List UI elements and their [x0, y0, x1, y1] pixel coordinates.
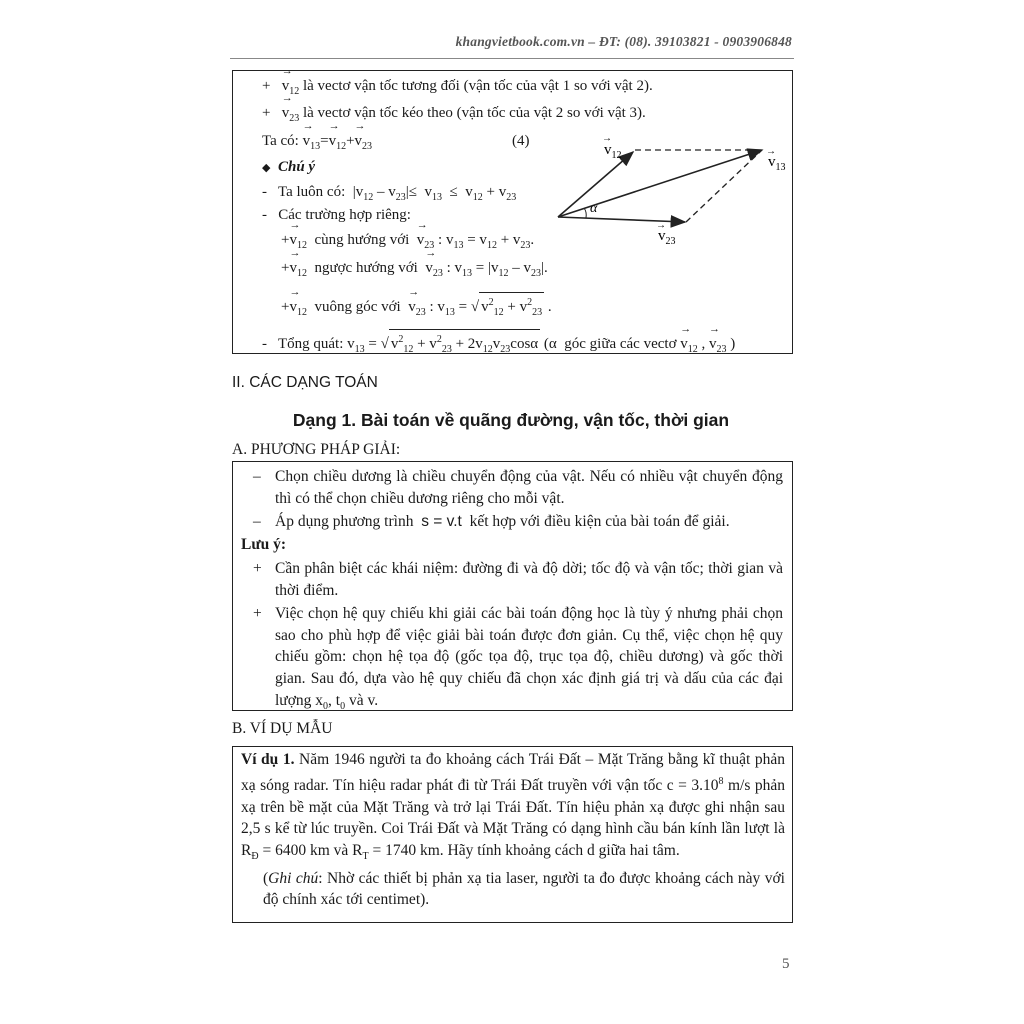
theory-case-perpendicular: +→ $v_{12}$ vuông góc với → $v_{23}$ : $v_{13}$ = √ $v^2_{12} + v^2_{23}$ .	[281, 292, 552, 323]
bullet: +	[253, 560, 262, 577]
diagram-label-alpha: α	[590, 201, 598, 216]
arrow-mark-v13: →	[766, 146, 776, 157]
vector-symbol: → v	[282, 103, 290, 123]
diagram-label-v13: $v_{13}$	[768, 154, 786, 173]
line-text: là vectơ vận tốc kéo theo (vận tốc của vật 2 so với vật 3).	[302, 105, 646, 121]
bullet: –	[253, 468, 261, 485]
theory-line-inequality: - Ta luôn có: $|v_{12} - v_{23}|\le v_{13} \le v_{12} + v_{23}$	[262, 184, 517, 203]
theory-line-v23	[262, 103, 646, 129]
line-text: Ta luôn có:	[277, 184, 346, 200]
example-text: m/s phản xạ trên bề mặt của Mặt Trăng và trở lại Trái Đất. Tín hiệu phản xạ được ghi nhận sau 2,5 s kể từ lúc truyền. Coi Trái Đất và Mặt Trăng có dạng hình cầu bán kính lần lượt là R	[241, 776, 785, 859]
note-label: Ghi chú	[268, 869, 319, 887]
bullet: –	[253, 513, 261, 530]
example-text: Năm 1946 người ta đo khoảng cách Trái Đất – Mặt Trăng bằng kĩ thuật phản xạ sóng radar. Tín hiệu radar phát đi từ Trái Đất truyền với vận tốc c = 3.10	[241, 751, 785, 794]
line-text: Tổng quát:	[277, 336, 344, 352]
line-prefix: Ta có:	[262, 133, 299, 149]
item-text	[275, 511, 783, 533]
item-post: kết hợp với điều kiện của bài toán để giải.	[469, 513, 730, 530]
method-item-2	[253, 511, 783, 533]
item-text: Cần phân biệt các khái niệm: đường đi và độ dời; tốc độ và vận tốc; thời gian và thời điểm.	[275, 560, 783, 599]
example-1: Ví dụ 1. Năm 1946 người ta đo khoảng cách Trái Đất – Mặt Trăng bằng kĩ thuật phản xạ sóng radar. Tín hiệu radar phát đi từ Trái Đất truyền với vận tốc $c = 3.10^8$ m/s phản xạ trên bề mặt của Mặt Trăng và trở lại Trái Đất. Tín hiệu phản xạ được ghi nhận sau 2,5 s kể từ lúc truyền. Coi Trái Đất và Mặt Trăng có dạng hình cầu bán kính lần lượt là $R_Đ = 6400$ km và $R_T = 1740$ km. Hãy tính khoảng cách d giữa hai tâm. (Ghi chú: Nhờ các thiết bị phản xạ tia laser, người ta đo được khoảng cách này với độ chính xác tới centimet).	[241, 749, 785, 911]
page-number: 5	[782, 956, 790, 972]
diagram-label-v12: $v_{12}$	[604, 142, 622, 161]
subscript: 12	[289, 86, 300, 97]
line-text: là vectơ vận tốc tương đối (vận tốc của vật 1 so với vật 2).	[302, 78, 653, 94]
theory-line-v12	[262, 76, 653, 102]
line-text: Các trường hợp riêng:	[278, 207, 411, 223]
header-rule	[230, 58, 794, 59]
theory-line-equation: Ta có: → $v_{13}=\to v_{12}+\to v_{23}$	[262, 131, 372, 157]
bullet: +	[262, 78, 271, 94]
method-heading: A. PHƯƠNG PHÁP GIẢI:	[232, 441, 401, 458]
note-heading: Lưu ý:	[241, 536, 287, 553]
bullet: -	[262, 207, 267, 223]
dang1-title: Dạng 1. Bài toán về quãng đường, vận tốc, thời gian	[292, 410, 730, 430]
method-item-1	[253, 466, 783, 509]
angle-arc	[584, 208, 586, 218]
example-note: (Ghi chú: Nhờ các thiết bị phản xạ tia laser, người ta đo được khoảng cách này với độ chính xác tới centimet).	[263, 869, 785, 909]
arrow-mark-v12: →	[602, 133, 612, 144]
example-label: Ví dụ 1.	[241, 751, 295, 768]
diagram-label-v23: $v_{23}$	[658, 228, 676, 247]
note-item-1	[253, 558, 783, 601]
formula: s = v.t	[421, 513, 462, 530]
theory-note-heading	[262, 157, 315, 178]
theory-general: - Tổng quát: $v_{13}$ = √ $v^2_{12} + v^2_{23} + 2v_{12}v_{23}\cos\alpha$ (α góc giữa các vectơ → $v_{12}$ , → $v_{23}$ )	[262, 329, 735, 360]
angle-symbol: α	[548, 336, 557, 352]
equation-number: (4)	[512, 133, 530, 149]
example-text: = 6400 km và R	[262, 841, 363, 859]
bullet: -	[262, 184, 267, 200]
examples-heading: B. VÍ DỤ MẪU	[232, 720, 333, 737]
vector-symbol: → v	[282, 76, 290, 96]
section-title: II. CÁC DẠNG TOÁN	[232, 374, 378, 391]
theory-line-cases	[262, 205, 411, 225]
case-text: cùng hướng với	[314, 232, 410, 248]
theory-case-opposite: +→ $v_{12}$ ngược hướng với → $v_{23}$ : $v_{13} = |v_{12} - v_{23}|$.	[281, 258, 548, 284]
arrow-mark-v23: →	[656, 220, 666, 231]
theory-case-same: +→ $v_{12}$ cùng hướng với → $v_{23}$ : $v_{13} = v_{12} + v_{23}$.	[281, 230, 534, 256]
item-pre: Áp dụng phương trình	[275, 513, 414, 530]
line-text: góc giữa các vectơ	[564, 336, 677, 352]
subscript: 23	[289, 113, 300, 124]
vector-v13-arrow	[558, 150, 762, 217]
bullet: ◆	[262, 162, 271, 174]
bullet: +	[262, 105, 271, 121]
vector-diagram	[540, 132, 790, 247]
item-text: Việc chọn hệ quy chiếu khi giải các bài toán động học là tùy ý nhưng phải chọn sao cho phù hợp để việc giải bài toán được đơn giản. Cụ thể, việc chọn hệ quy chiếu gồm: chọn hệ tọa độ (gốc tọa độ, trục tọa độ, chiều dương) và gốc thời gian. Sau đó, dựa vào hệ quy chiếu đã chọn xác định giá trị và dấu của các đại lượng $x_0$, $t_0$ và v.	[275, 605, 783, 712]
note-item-2	[253, 603, 783, 718]
bullet: -	[262, 336, 267, 352]
note-text: : Nhờ các thiết bị phản xạ tia laser, người ta đo được khoảng cách này với độ chính xác tới centimet).	[263, 869, 785, 909]
note-body: Việc chọn hệ quy chiếu khi giải các bài toán động học là tùy ý nhưng phải chọn sao cho phù hợp để việc giải bài toán được đơn giản. Cụ thể, việc chọn hệ quy chiếu gồm: chọn hệ tọa độ (gốc tọa độ, trục tọa độ, chiều dương) và gốc thời gian. Sau đó, dựa vào hệ quy chiếu đã chọn xác định giá trị và dấu của các đại lượng	[275, 605, 783, 709]
item-text: Chọn chiều dương là chiều chuyển động của vật. Nếu có nhiều vật chuyển động thì có thể chọn chiều dương riêng cho mỗi vật.	[275, 468, 783, 507]
example-text: = 1740 km. Hãy tính khoảng cách d giữa hai tâm.	[372, 841, 680, 859]
case-text: vuông góc với	[314, 299, 401, 315]
parallelogram-right-edge	[686, 150, 762, 222]
case-text: ngược hướng với	[314, 260, 418, 276]
bullet: +	[253, 605, 262, 622]
page-header: khangvietbook.com.vn – ĐT: (08). 39103821 - 0903906848	[455, 34, 792, 49]
line-text: Chú ý	[277, 159, 316, 175]
note-tail: và v.	[348, 691, 379, 709]
